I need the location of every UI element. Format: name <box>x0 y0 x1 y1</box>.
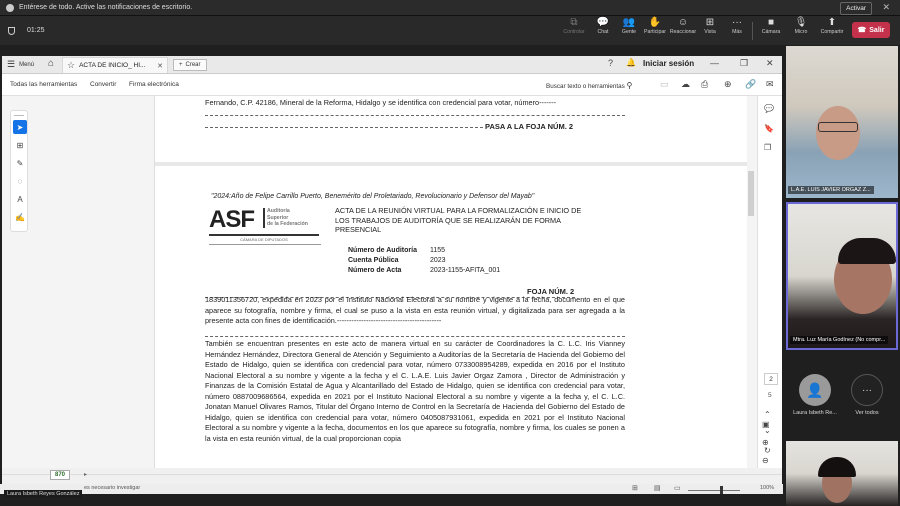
participant-tile-2-active-speaker[interactable] <box>786 202 898 350</box>
control-label: Controlar <box>563 29 585 35</box>
search-label: Buscar texto o herramientas <box>546 83 625 90</box>
tab-document[interactable] <box>62 57 168 73</box>
print-icon[interactable]: ⎙ <box>701 79 709 89</box>
zoom-level[interactable]: 100% <box>760 485 775 491</box>
meta-row <box>348 246 500 256</box>
mail-icon[interactable]: ✉ <box>766 79 774 89</box>
tab-bar <box>2 56 782 74</box>
hair <box>838 238 896 264</box>
people-icon: 👥 <box>622 17 636 28</box>
meta-label: Número de Auditoría <box>348 247 417 254</box>
acrobat-toolbar <box>2 74 782 96</box>
phone-icon: ☎ <box>857 27 867 34</box>
glasses <box>818 122 858 132</box>
sign-in-button[interactable]: Iniciar sesión <box>643 59 695 68</box>
camera-icon: ■ <box>767 17 775 28</box>
avatar-name: Laura Isbeth Re... <box>793 410 837 416</box>
grid-icon: ⊞ <box>705 17 715 28</box>
close-icon[interactable]: ✕ <box>882 2 890 12</box>
quick-tools-panel <box>10 110 28 232</box>
mic-muted-icon: 🎙 <box>794 17 808 28</box>
meta-value: 2023-1155-AFITA_001 <box>430 267 501 274</box>
asf-logo-subtitle <box>263 208 308 228</box>
single-page-icon[interactable]: ▤ <box>654 485 661 492</box>
right-tool-rail <box>757 96 782 468</box>
self-video-tile[interactable] <box>786 441 898 506</box>
minimize-icon[interactable]: — <box>710 58 719 68</box>
activate-notifications-button[interactable]: Activar <box>840 2 872 15</box>
home-icon[interactable]: ⌂ <box>48 58 55 69</box>
upload-cloud-icon[interactable]: ☁ <box>681 79 690 89</box>
asf-logo: ASF <box>209 206 254 233</box>
status-hint: es necesario investigar <box>84 485 141 491</box>
leave-label: Salir <box>869 26 885 34</box>
vertical-scrollbar[interactable] <box>747 96 755 468</box>
prev-page-icon[interactable]: ⌃ <box>764 410 771 419</box>
current-page-box[interactable]: 2 <box>764 373 778 385</box>
mic-button[interactable] <box>788 16 814 35</box>
participant-face <box>816 106 860 160</box>
share-button[interactable] <box>819 16 845 35</box>
help-icon[interactable]: ? <box>608 58 614 68</box>
more-icon: ··· <box>862 384 872 396</box>
tab-title: ACTA DE INICIO_ HI... <box>79 62 146 69</box>
shield-icon <box>8 27 15 35</box>
view-label: Vista <box>704 29 716 35</box>
next-page-icon[interactable]: ⌄ <box>764 426 771 435</box>
person-icon: 👤 <box>806 381 824 398</box>
meta-row <box>348 266 500 276</box>
signature-icon[interactable]: ✍ <box>15 212 25 222</box>
logo-sub3: de la Federación <box>267 221 308 227</box>
create-label: Crear <box>185 62 201 68</box>
info-icon <box>6 4 14 12</box>
see-all-button[interactable] <box>851 374 883 406</box>
camera-label: Cámara <box>761 29 781 35</box>
text-box-icon[interactable]: A <box>17 194 23 204</box>
select-cursor-icon[interactable]: ➤ <box>13 120 27 134</box>
more-button[interactable] <box>724 16 750 35</box>
participant-name: Mtra. Luz María Godínez (No compr... <box>790 336 888 344</box>
pdf-page-2 <box>155 166 747 468</box>
ai-search-icon[interactable]: ⊕ <box>724 79 732 89</box>
hair <box>818 457 856 477</box>
rotate-icon[interactable]: ↻ <box>764 446 771 455</box>
see-all-label: Ver todos <box>855 410 879 416</box>
next-arrow-icon[interactable]: ▸ <box>84 472 88 478</box>
meta-value: 2023 <box>430 257 446 264</box>
plus-icon: + <box>179 62 183 68</box>
chat-icon: 💬 <box>596 17 610 28</box>
menu-button[interactable] <box>7 59 34 70</box>
raise-hand-label: Participar <box>644 29 666 35</box>
calendar-icon[interactable]: ▭ <box>660 79 669 89</box>
zoom-in-icon[interactable]: ⊕ <box>762 438 769 447</box>
total-pages: 5 <box>768 392 772 399</box>
more-label: Más <box>732 29 742 35</box>
toolbar-divider <box>752 22 753 40</box>
mic-label: Micro <box>794 29 808 35</box>
control-button[interactable] <box>561 16 587 35</box>
bottom-status <box>0 484 783 494</box>
search-tools-button[interactable] <box>546 81 632 90</box>
lasso-icon[interactable]: ◌ <box>17 176 23 186</box>
notification-bar <box>0 0 900 16</box>
raise-hand-button[interactable] <box>642 16 668 35</box>
fit-width-icon[interactable]: ▭ <box>674 485 681 492</box>
motto: "2024:Año de Felipe Carrillo Puerto, Benemérito del Proletariado, Revolucionario y Defensor del Mayab" <box>211 193 535 200</box>
share-label: Compartir <box>820 29 844 35</box>
hamburger-icon: ☰ <box>7 59 16 69</box>
esign-button[interactable]: Firma electrónica <box>129 81 179 88</box>
pasa-foja: PASA A LA FOJA NÚM. 2 <box>485 122 574 131</box>
restore-icon[interactable]: ❐ <box>740 58 749 68</box>
grid-view-icon[interactable]: ⊞ <box>632 485 638 492</box>
document-view[interactable] <box>155 96 747 468</box>
logo-sub1: Auditoría <box>267 208 290 214</box>
more-icon: ··· <box>732 17 742 28</box>
page-input[interactable]: 870 <box>50 470 70 480</box>
search-icon: ⚲ <box>626 81 633 90</box>
avatar-laura[interactable] <box>799 374 831 406</box>
acrobat-window <box>2 56 782 484</box>
notification-text: Entérese de todo. Active las notificaciones de escritorio. <box>19 4 193 11</box>
smiley-icon: ☺ <box>677 17 689 28</box>
bookmark-icon[interactable]: 🔖 <box>764 124 774 133</box>
bell-icon[interactable]: 🔔 <box>626 58 636 67</box>
view-button[interactable] <box>697 16 723 35</box>
page1-line: Fernando, C.P. 42186, Mineral de la Reforma, Hidalgo y se identifica con credencial para votar, número------- <box>205 98 557 107</box>
camera-button[interactable] <box>758 16 784 35</box>
scroll-thumb[interactable] <box>748 171 754 216</box>
participant-tile-1[interactable] <box>786 46 898 198</box>
link-icon[interactable]: 🔗 <box>745 79 757 89</box>
create-button[interactable] <box>173 59 207 71</box>
add-comment-icon[interactable]: ⊞ <box>16 140 24 150</box>
timer-text: 01:25 <box>27 27 45 34</box>
logo-sub2: Superior <box>267 214 289 221</box>
logo-underline <box>209 244 321 245</box>
fit-page-icon[interactable]: ▣ <box>762 420 770 429</box>
leave-button[interactable] <box>852 22 890 38</box>
meta-row <box>348 256 500 266</box>
zoom-slider[interactable] <box>688 490 740 491</box>
zoom-out-icon[interactable]: ⊖ <box>762 456 769 465</box>
people-label: Gente <box>621 29 637 35</box>
meta-value: 1155 <box>430 247 446 254</box>
dash-line <box>205 336 625 337</box>
paragraph-1: 1839011356720, expedida en 2023 por el Instituto Nacional Electoral a su nombre y vigente a la fecha, documento en el que aparece su fotografía, nombre y firma, el cual se puso a la vista en esta reunión virtual, y digitalizada para ser agregada a la presente acta con fines de identificación.------------------------------------------- <box>205 295 625 325</box>
pages-icon[interactable]: ❐ <box>764 143 772 152</box>
meta-label: Cuenta Pública <box>348 257 399 264</box>
drag-handle[interactable] <box>14 113 24 116</box>
pdf-page-1 <box>155 96 747 162</box>
chat-button[interactable] <box>590 16 616 35</box>
dash-line <box>205 127 483 128</box>
hand-icon: ✋ <box>648 17 662 28</box>
comments-icon[interactable]: 💬 <box>764 104 774 113</box>
acta-title: ACTA DE LA REUNIÓN VIRTUAL PARA LA FORMALIZACIÓN E INICIO DE LOS TRABAJOS DE AUDITORÍA QUE SE REALIZARÁN DE FORMA PRESENCIAL <box>335 206 582 234</box>
acta-meta <box>348 246 500 276</box>
control-icon: ⧉ <box>570 17 578 28</box>
convert-button[interactable]: Convertir <box>90 81 117 88</box>
zoom-slider-thumb[interactable] <box>720 486 723 494</box>
meeting-timer <box>8 27 45 35</box>
react-label: Reaccionar <box>669 29 697 35</box>
star-icon[interactable]: ☆ <box>67 60 76 70</box>
paragraph-2: También se encuentran presentes en este acto de manera virtual en su carácter de Coordinadores la C. L.C. Iris Vianney Hernández Hernández, Directora General de Atención y Seguimiento a Auditorías de la Secretaría de Hacienda del Gobierno del Estado de Hidalgo, quien se identifica con credencial para votar, número 0733008954289, expedida en 2016 por el Instituto Nacional Electoral a su nombre y vigente a la fecha y el C. L.A.E. Luis Javier Orgaz Zamora , Director de Administración y Finanzas de la Comisión Estatal de Agua y Alcantarillado del Estado de Hidalgo, quien se identifica con credencial para votar, número 0887009686564, expedida en 2021 por el Instituto Nacional Electoral a su nombre y vigente a la fecha y, el C. L.C. Jonatan Manuel Olivares Ramos, Titular del Órgano Interno de Control en la Secretaría de Hacienda del Gobierno del Estado de Hidalgo, quien se identifica con credencial para votar, número 0405087931061, expedida en 2021 por el Instituto Nacional Electoral a su nombre y vigente a la fecha, documentos en los que aparece su fotografía, nombre y firma, los cuales se ponen a la vista en esta reunión virtual, de la cual proporcionan copia <box>205 339 625 443</box>
chat-label: Chat <box>597 29 609 35</box>
pen-icon[interactable]: ✎ <box>16 158 24 168</box>
close-tab-icon[interactable]: ✕ <box>157 62 163 70</box>
menu-label: Menú <box>19 61 35 68</box>
all-tools-button[interactable]: Todas las herramientas <box>10 81 78 88</box>
participant-name: L.A.E. LUIS JAVIER ORGAZ Z... <box>788 186 874 194</box>
close-window-icon[interactable]: ✕ <box>766 58 774 68</box>
share-icon: ⬆ <box>827 17 837 28</box>
meta-label: Número de Acta <box>348 267 402 274</box>
self-name-badge: Laura Isbeth Reyes González <box>4 490 82 498</box>
camara-label: CÁMARA DE DIPUTADOS <box>209 234 319 242</box>
foja-header: FOJA NÚM. 2 <box>527 287 575 296</box>
react-button[interactable] <box>670 16 696 35</box>
people-button[interactable] <box>616 16 642 35</box>
dash-line <box>205 115 625 116</box>
